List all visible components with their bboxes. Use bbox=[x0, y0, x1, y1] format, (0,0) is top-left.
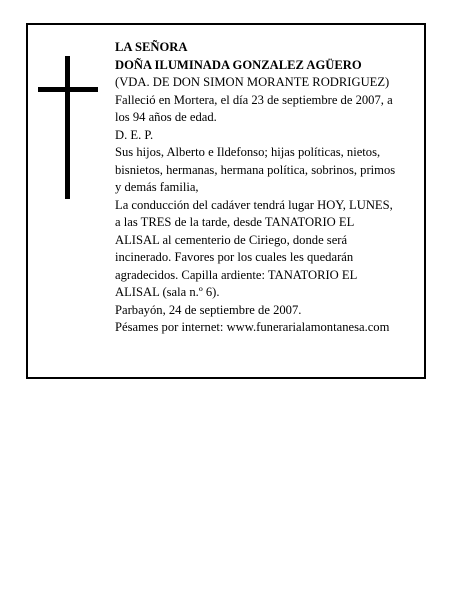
place-date-line: Parbayón, 24 de septiembre de 2007. bbox=[115, 302, 302, 317]
obituary-title-line-1: LA SEÑORA bbox=[115, 40, 188, 54]
funeral-line-1: La conducción del cadáver tendrá lugar HOY, LUNES, bbox=[115, 197, 393, 212]
funeral-line-4: incinerado. Favores por los cuales les quedarán bbox=[115, 250, 354, 264]
funeral-line-6: ALISAL (sala n.º 6). bbox=[115, 285, 220, 299]
obituary-notice bbox=[26, 23, 426, 379]
funeral-line-5: agradecidos. Capilla ardiente: TANATORIO EL bbox=[115, 267, 358, 282]
obituary-text bbox=[115, 39, 425, 337]
cross-vertical-bar bbox=[65, 56, 70, 199]
family-line-3: y demás familia, bbox=[115, 180, 199, 194]
cross-horizontal-bar bbox=[38, 87, 98, 92]
family-line-1: Sus hijos, Alberto e Ildefonso; hijas políticas, nietos, bbox=[115, 145, 381, 159]
death-info-line-1: Falleció en Mortera, el día 23 de septiembre de 2007, a bbox=[115, 92, 393, 107]
widow-note: (VDA. DE DON SIMON MORANTE RODRIGUEZ) bbox=[115, 75, 390, 89]
family-line-2: bisnietos, hermanas, hermana política, sobrinos, primos bbox=[115, 162, 396, 177]
funeral-line-3: ALISAL al cementerio de Ciriego, donde será bbox=[115, 232, 348, 247]
deceased-name: DOÑA ILUMINADA GONZALEZ AGÜERO bbox=[115, 57, 362, 72]
death-info-line-2: los 94 años de edad. bbox=[115, 110, 217, 124]
rip-line: D. E. P. bbox=[115, 127, 154, 142]
condolences-line: Pésames por internet: www.funerarialamontanesa.com bbox=[115, 320, 390, 334]
funeral-line-2: a las TRES de la tarde, desde TANATORIO EL bbox=[115, 215, 355, 229]
cross-icon bbox=[38, 56, 98, 199]
